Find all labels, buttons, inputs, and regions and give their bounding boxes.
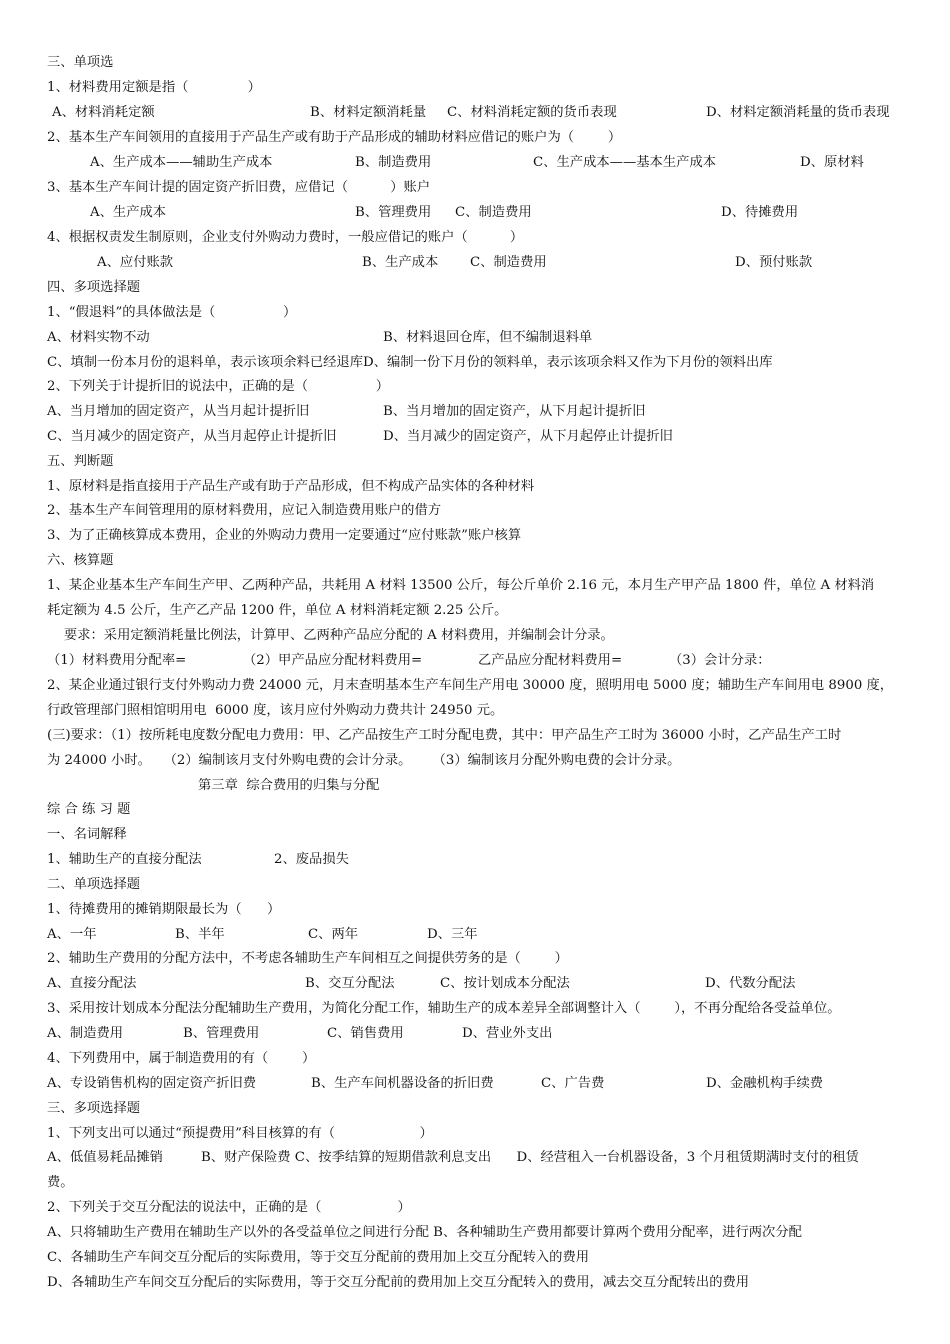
option: C、销售费用 bbox=[327, 1026, 404, 1041]
option-row: A、只将辅助生产费用在辅助生产以外的各受益单位之间进行分配 B、各种辅助生产费用都要计算两个费用分配率，进行两次分配 bbox=[47, 1225, 802, 1240]
question: 2、基本生产车间领用的直接用于产品生产或有助于产品形成的辅助材料应借记的账户为（ ） bbox=[47, 130, 622, 145]
option: D、材料定额消耗量的货币表现 bbox=[706, 105, 890, 120]
problem-text: 1、某企业基本生产车间生产甲、乙两种产品，共耗用 A 材料 13500 公斤，每公斤单价 2.16 元，本月生产甲产品 1800 件，单位 A 材料消 bbox=[47, 578, 875, 593]
answer-label: （1）材料费用分配率= bbox=[47, 653, 187, 668]
option-row: A、低值易耗品摊销 B、财产保险费 C、按季结算的短期借款利息支出 D、经营租入一台机器设备，3 个月租赁期满时支付的租赁 bbox=[47, 1150, 859, 1165]
option: A、生产成本 bbox=[90, 205, 167, 220]
option: A、材料消耗定额 bbox=[52, 105, 155, 120]
option: B、材料定额消耗量 bbox=[310, 105, 427, 120]
answer-label: 乙产品应分配材料费用= bbox=[478, 653, 623, 668]
option: B、管理费用 bbox=[355, 205, 432, 220]
option: A、制造费用 bbox=[47, 1026, 124, 1041]
chapter-title: 第三章 综合费用的归集与分配 bbox=[198, 778, 380, 793]
option: D、原材料 bbox=[800, 155, 864, 170]
question: 2、下列关于计提折旧的说法中，正确的是（ ） bbox=[47, 379, 390, 394]
option: B、半年 bbox=[175, 927, 225, 942]
exercise-heading: 综 合 练 习 题 bbox=[47, 802, 131, 817]
section-heading: 六、核算题 bbox=[47, 553, 114, 568]
option-row: C、各辅助生产车间交互分配后的实际费用，等于交互分配前的费用加上交互分配转入的费用 bbox=[47, 1250, 590, 1265]
section-heading: 三、单项选 bbox=[47, 55, 114, 70]
option: D、营业外支出 bbox=[462, 1026, 553, 1041]
option: A、当月增加的固定资产，从当月起计提折旧 bbox=[47, 404, 310, 419]
section-heading: 五、判断题 bbox=[47, 454, 114, 469]
option: A、一年 bbox=[47, 927, 97, 942]
question: 1、材料费用定额是指（ ） bbox=[47, 80, 261, 95]
option: D、三年 bbox=[427, 927, 478, 942]
option: B、当月增加的固定资产，从下月起计提折旧 bbox=[383, 404, 646, 419]
option: A、直接分配法 bbox=[47, 976, 137, 991]
option: D、预付账款 bbox=[735, 255, 813, 270]
statement: 2、基本生产车间管理用的原材料费用，应记入制造费用账户的借方 bbox=[47, 503, 442, 518]
section-heading: 一、名词解释 bbox=[47, 827, 127, 842]
question: 4、下列费用中，属于制造费用的有（ ） bbox=[47, 1051, 316, 1066]
problem-text: 2、某企业通过银行支付外购动力费 24000 元，月末查明基本生产车间生产用电 30000 度，照明用电 5000 度；辅助生产车间用电 8900 度， bbox=[47, 678, 894, 693]
problem-text: 行政管理部门照相馆明用电 6000 度，该月应付外购动力费共计 24950 元。 bbox=[47, 703, 504, 718]
option: D、当月减少的固定资产，从下月起停止计提折旧 bbox=[383, 429, 673, 444]
option: C、当月减少的固定资产，从当月起停止计提折旧 bbox=[47, 429, 337, 444]
question: 3、基本生产车间计提的固定资产折旧费，应借记（ ）账户 bbox=[47, 180, 431, 195]
term: 1、辅助生产的直接分配法 bbox=[47, 852, 202, 867]
option: D、代数分配法 bbox=[705, 976, 796, 991]
option-row: C、填制一份本月份的退料单，表示该项余料已经退库D、编制一份下月份的领料单，表示该项余料又作为下月份的领料出库 bbox=[47, 355, 773, 370]
option: C、制造费用 bbox=[455, 205, 532, 220]
option: B、交互分配法 bbox=[305, 976, 395, 991]
option-row: D、各辅助生产车间交互分配后的实际费用，等于交互分配前的费用加上交互分配转入的费用，减去交互分配转出的费用 bbox=[47, 1275, 750, 1290]
option: C、生产成本——基本生产成本 bbox=[533, 155, 717, 170]
option: A、专设销售机构的固定资产折旧费 bbox=[47, 1076, 257, 1091]
problem-text: 要求：采用定额消耗量比例法，计算甲、乙两种产品应分配的 A 材料费用，并编制会计分录。 bbox=[47, 628, 614, 643]
section-heading: 四、多项选择题 bbox=[47, 280, 141, 295]
statement: 3、为了正确核算成本费用，企业的外购动力费用一定要通过“应付账款”账户核算 bbox=[47, 528, 522, 543]
option: D、金融机构手续费 bbox=[706, 1076, 824, 1091]
option: B、制造费用 bbox=[355, 155, 432, 170]
problem-text: 为 24000 小时。 （2）编制该月支付外购电费的会计分录。 （3）编制该月分配外购电费的会计分录。 bbox=[47, 753, 681, 768]
option: C、广告费 bbox=[541, 1076, 605, 1091]
question: 2、下列关于交互分配法的说法中，正确的是（ ） bbox=[47, 1200, 411, 1215]
option-row: 费。 bbox=[47, 1175, 74, 1190]
option: A、材料实物不动 bbox=[47, 330, 150, 345]
option: C、材料消耗定额的货币表现 bbox=[447, 105, 617, 120]
option: C、两年 bbox=[308, 927, 359, 942]
option: B、生产成本 bbox=[362, 255, 439, 270]
option: A、应付账款 bbox=[97, 255, 174, 270]
option: B、材料退回仓库，但不编制退料单 bbox=[383, 330, 593, 345]
option: A、生产成本——辅助生产成本 bbox=[90, 155, 273, 170]
answer-label: （3）会计分录： bbox=[669, 653, 771, 668]
option: B、生产车间机器设备的折旧费 bbox=[311, 1076, 494, 1091]
statement: 1、原材料是指直接用于产品生产或有助于产品形成，但不构成产品实体的各种材料 bbox=[47, 479, 535, 494]
option: C、按计划成本分配法 bbox=[440, 976, 570, 991]
question: 2、辅助生产费用的分配方法中，不考虑各辅助生产车间相互之间提供劳务的是（ ） bbox=[47, 951, 568, 966]
question: 3、采用按计划成本分配法分配辅助生产费用，为简化分配工作，辅助生产的成本差异全部调整计入（ ），不再分配给各受益单位。 bbox=[47, 1001, 841, 1016]
question: 1、“假退料”的具体做法是（ ） bbox=[47, 305, 297, 320]
answer-label: （2）甲产品应分配材料费用= bbox=[243, 653, 423, 668]
problem-text: 耗定额为 4.5 公斤，生产乙产品 1200 件，单位 A 材料消耗定额 2.25 公斤。 bbox=[47, 603, 508, 618]
term: 2、废品损失 bbox=[274, 852, 349, 867]
question: 4、根据权责发生制原则，企业支付外购动力费时，一般应借记的账户（ ） bbox=[47, 230, 524, 245]
option: C、制造费用 bbox=[470, 255, 547, 270]
section-heading: 二、单项选择题 bbox=[47, 877, 141, 892]
problem-text: (三)要求：（1）按所耗电度数分配电力费用：甲、乙产品按生产工时分配电费，其中：甲产品生产工时为 36000 小时，乙产品生产工时 bbox=[47, 728, 842, 743]
question: 1、下列支出可以通过“预提费用”科目核算的有（ ） bbox=[47, 1126, 433, 1141]
section-heading: 三、多项选择题 bbox=[47, 1101, 141, 1116]
option: B、管理费用 bbox=[183, 1026, 260, 1041]
question: 1、待摊费用的摊销期限最长为（ ） bbox=[47, 902, 281, 917]
option: D、待摊费用 bbox=[721, 205, 799, 220]
